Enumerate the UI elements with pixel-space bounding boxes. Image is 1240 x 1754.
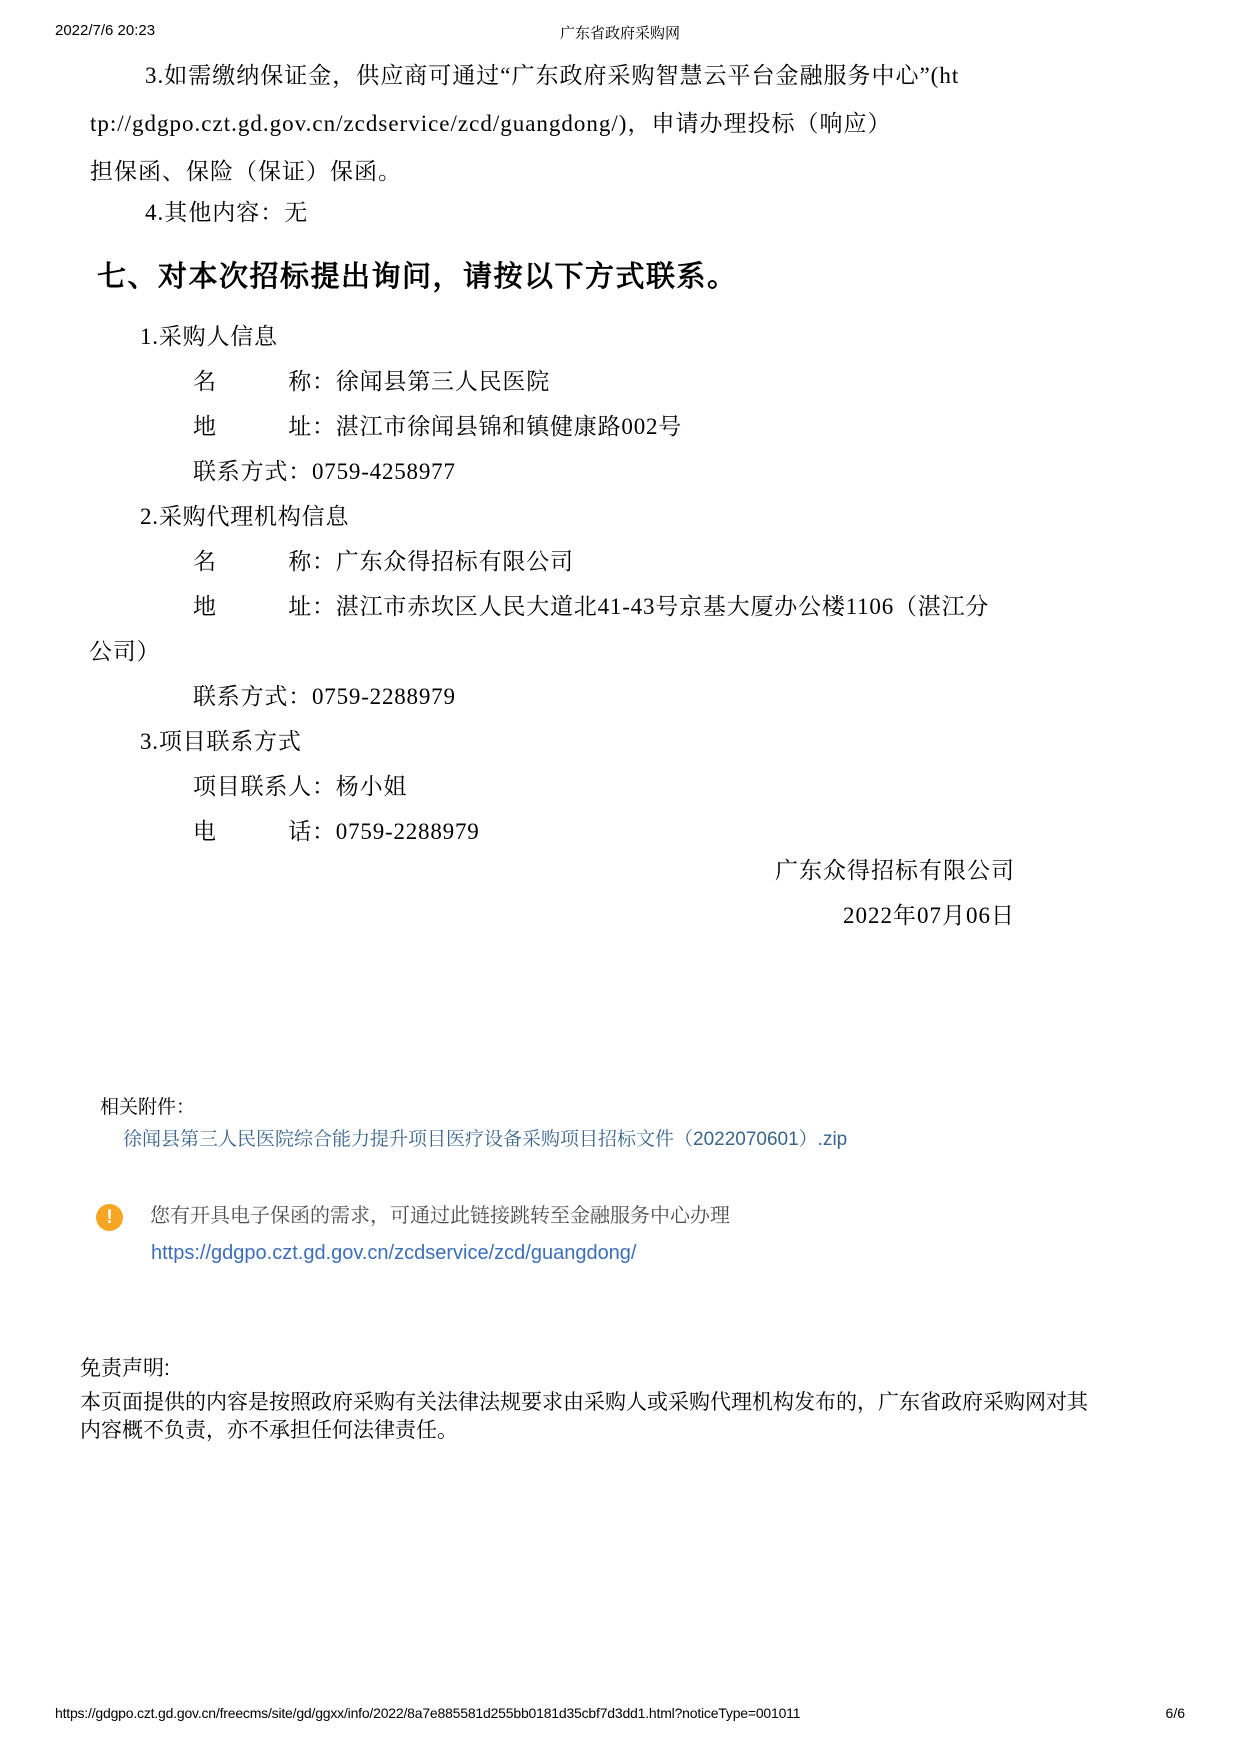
- alert-exclamation-icon: !: [96, 1204, 123, 1231]
- contact-line-project-contact: 项目联系人：杨小姐: [193, 774, 408, 799]
- signature-block: [775, 852, 1015, 942]
- contact-line-agency-phone: 联系方式：0759-2288979: [193, 684, 456, 709]
- signature-company: 广东众得招标有限公司: [775, 858, 1015, 883]
- contact-line-purchaser-title: 1.采购人信息: [140, 324, 278, 349]
- contact-line-purchaser-name: 名 称：徐闻县第三人民医院: [193, 369, 550, 394]
- disclaimer-text-line: 本页面提供的内容是按照政府采购有关法律法规要求由采购人或采购代理机构发布的，广东省政府采购网对其: [80, 1391, 1088, 1414]
- inquiry-section-heading: 七、对本次招标提出询问，请按以下方式联系。: [97, 261, 738, 293]
- deposit-paragraph-line: tp://gdgpo.czt.gd.gov.cn/zcdservice/zcd/guangdong/)，申请办理投标（响应）: [90, 111, 892, 136]
- contact-line-agency-title: 2.采购代理机构信息: [140, 504, 350, 529]
- guarantee-notice-text: 您有开具电子保函的需求，可通过此链接跳转至金融服务中心办理: [150, 1205, 730, 1227]
- signature-date: 2022年07月06日: [843, 903, 1015, 928]
- deposit-paragraph: [90, 52, 959, 196]
- contact-line-purchaser-phone: 联系方式：0759-4258977: [193, 459, 456, 484]
- contact-line-project-title: 3.项目联系方式: [140, 729, 302, 754]
- disclaimer-title: 免责声明:: [80, 1357, 170, 1380]
- disclaimer-text-line: 内容概不负责，亦不承担任何法律责任。: [80, 1419, 458, 1442]
- footer-url: https://gdgpo.czt.gd.gov.cn/freecms/site/gd/ggxx/info/2022/8a7e885581d255bb0181d35cbf7d3dd1.html?noticeType=001011: [55, 1705, 801, 1721]
- contact-line-purchaser-address: 地 址：湛江市徐闻县锦和镇健康路002号: [193, 414, 683, 439]
- disclaimer-block: [80, 1352, 1088, 1445]
- finance-service-link[interactable]: https://gdgpo.czt.gd.gov.cn/zcdservice/zcd/guangdong/: [151, 1242, 637, 1264]
- contact-line-agency-address-wrap: 公司）: [89, 639, 161, 664]
- attachments-label: 相关附件：: [100, 1097, 196, 1118]
- contact-line-agency-name: 名 称：广东众得招标有限公司: [193, 549, 574, 574]
- footer-page-number: 6/6: [1165, 1705, 1185, 1721]
- attachment-file-link[interactable]: 徐闻县第三人民医院综合能力提升项目医疗设备采购项目招标文件（2022070601）.zip: [123, 1129, 848, 1150]
- contact-info-block: [89, 318, 989, 858]
- print-site-title: 广东省政府采购网: [559, 25, 680, 42]
- deposit-paragraph-line: 担保函、保险（保证）保函。: [90, 159, 402, 184]
- other-content-line: 4.其他内容：无: [145, 200, 309, 225]
- contact-line-project-phone: 电 话：0759-2288979: [193, 819, 480, 844]
- print-datetime: 2022/7/6 20:23: [55, 22, 156, 39]
- deposit-paragraph-line: 3.如需缴纳保证金，供应商可通过“广东政府采购智慧云平台金融服务中心”(ht: [145, 63, 960, 88]
- contact-line-agency-address: 地 址：湛江市赤坎区人民大道北41-43号京基大厦办公楼1106（湛江分: [193, 594, 990, 619]
